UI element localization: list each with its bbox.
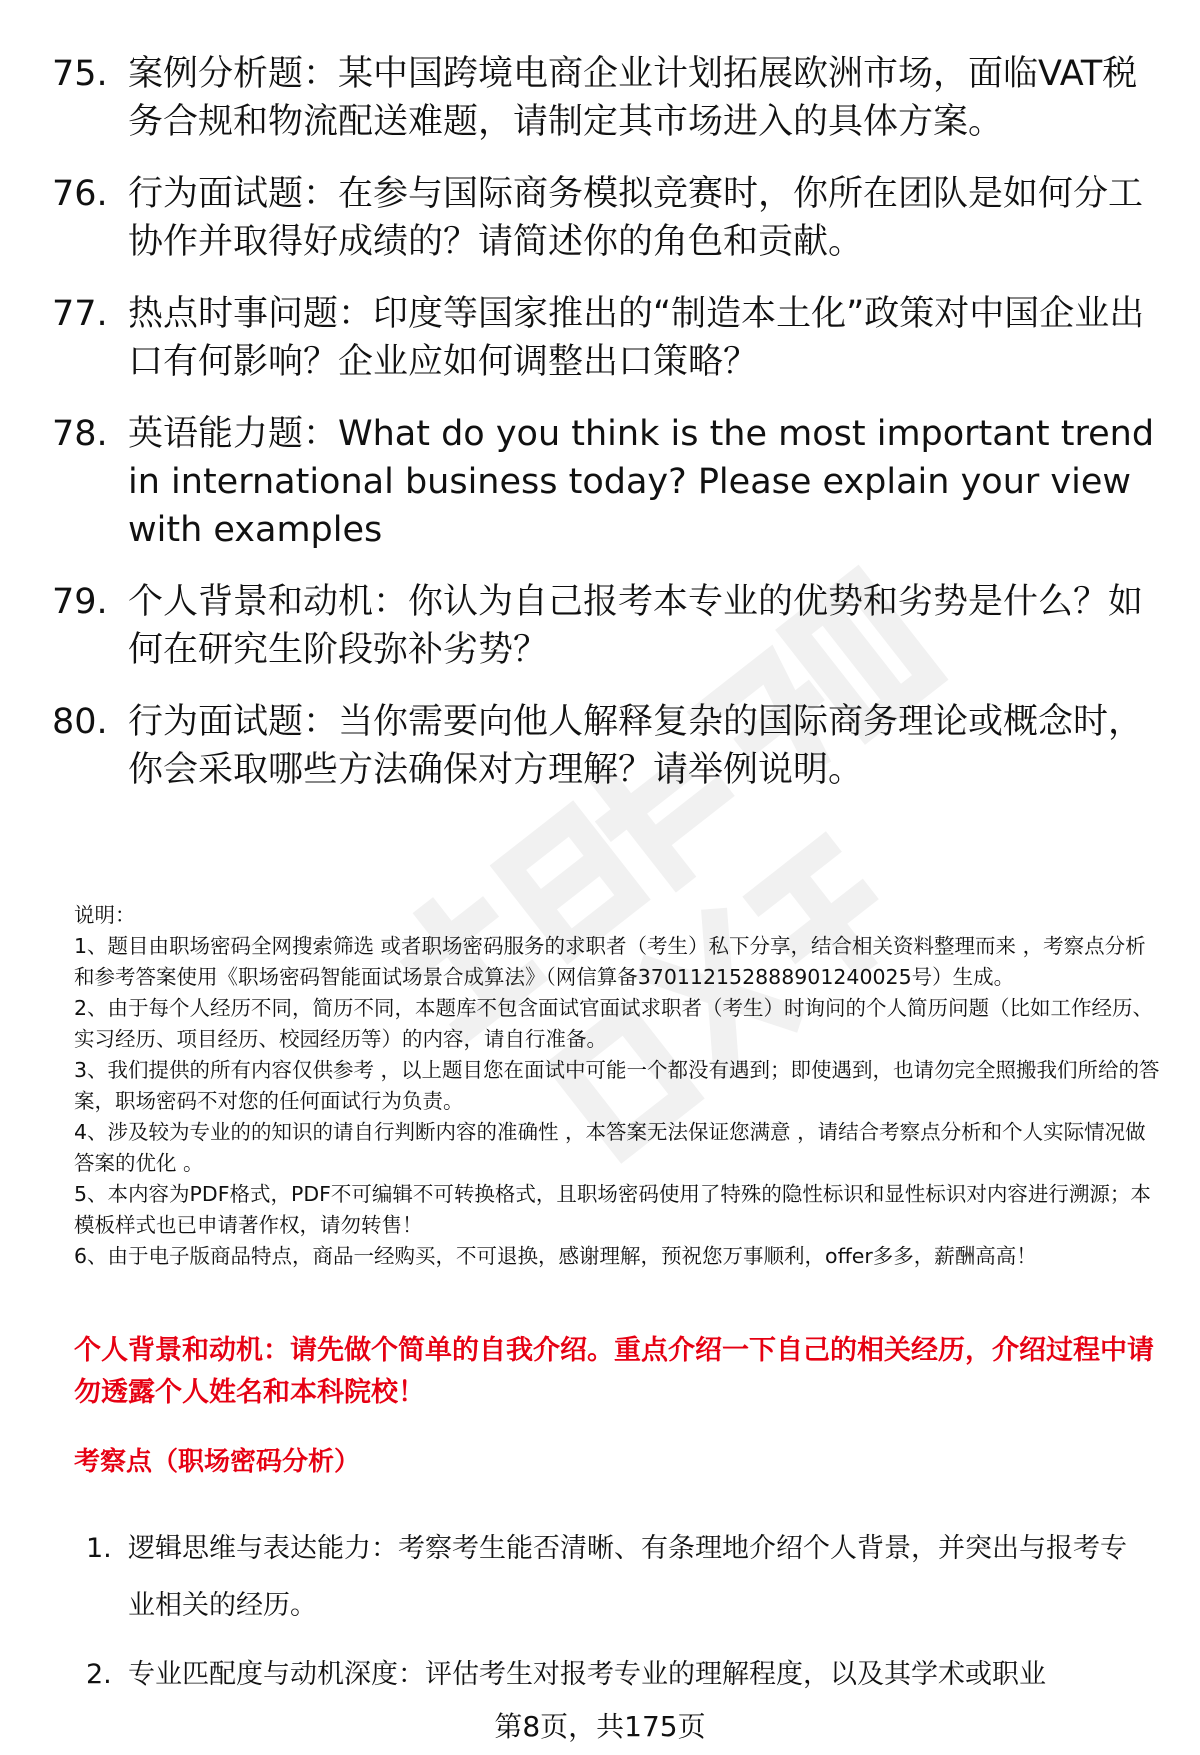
question-number: 75. (52, 54, 108, 94)
note-item: 4、涉及较为专业的的知识的请自行判断内容的准确性 ，本答案无法保证您满意 ，请结合考察点分析和个人实际情况做答案的优化 。 (74, 1120, 1146, 1175)
note-item: 5、本内容为PDF格式，PDF不可编辑不可转换格式，且职场密码使用了特殊的隐性标识和显性标识对内容进行溯源；本模板样式也已申请著作权，请勿转售！ (74, 1182, 1151, 1237)
focus-point-number: 2. (86, 1659, 112, 1690)
question-text: 行为面试题：当你需要向他人解释复杂的国际商务理论或概念时，你会采取哪些方法确保对方理解？请举例说明。 (128, 702, 1144, 790)
note-item: 3、我们提供的所有内容仅供参考 ，以上题目您在面试中可能一个都没有遇到；即使遇到，也请勿完全照搬我们所给的答案，职场密码不对您的任何面试行为负责。 (74, 1058, 1160, 1113)
focus-point-text: 逻辑思维与表达能力：考察考生能否清晰、有条理地介绍个人背景，并突出与报考专业相关的经历。 (128, 1533, 1127, 1621)
note-item: 6、由于电子版商品特点，商品一经购买，不可退换，感谢理解，预祝您万事顺利，offer多多，薪酬高高！ (74, 1244, 1037, 1268)
question-text: 行为面试题：在参与国际商务模拟竞赛时，你所在团队是如何分工协作并取得好成绩的？请简述你的角色和贡献。 (128, 174, 1144, 262)
question-item (0, 698, 1200, 794)
focus-point-text: 专业匹配度与动机深度：评估考生对报考专业的理解程度，以及其学术或职业 (128, 1659, 1046, 1690)
question-number: 80. (52, 702, 108, 742)
question-text: 热点时事问题：印度等国家推出的“制造本土化”政策对中国企业出口有何影响？企业应如何调整出口策略？ (128, 294, 1145, 382)
question-number: 79. (52, 582, 108, 622)
featured-question: 个人背景和动机：请先做个简单的自我介绍。重点介绍一下自己的相关经历，介绍过程中请勿透露个人姓名和本科院校！ (74, 1335, 1154, 1408)
focus-point-item (0, 1646, 1200, 1703)
page-footer: 第8页，共175页 (494, 1710, 706, 1743)
notes-title: 说明： (74, 903, 136, 927)
question-item (0, 170, 1200, 266)
note-item: 1、题目由职场密码全网搜索筛选 或者职场密码服务的求职者（考生）私下分享，结合相关资料整理而来 ，考察点分析和参考答案使用《职场密码智能面试场景合成算法》（网信算备370112152888901240025号）生成。 (74, 934, 1146, 989)
question-text: 英语能力题：What do you think is the most important trend in international business today? Please explain your view with examples (128, 414, 1155, 550)
question-item (0, 50, 1200, 146)
question-text: 案例分析题：某中国跨境电商企业计划拓展欧洲市场，面临VAT税务合规和物流配送难题，请制定其市场进入的具体方案。 (128, 54, 1138, 142)
focus-section-title: 考察点（职场密码分析） (74, 1447, 361, 1477)
question-number: 76. (52, 174, 108, 214)
question-number: 78. (52, 414, 108, 454)
focus-point-list (0, 1520, 1200, 1715)
disclaimer-notes (74, 900, 1164, 1272)
question-list (0, 50, 1200, 818)
focus-point-item (0, 1520, 1200, 1634)
note-item: 2、由于每个人经历不同，简历不同，本题库不包含面试官面试求职者（考生）时询问的个人简历问题（比如工作经历、实习经历、项目经历、校园经历等）的内容，请自行准备。 (74, 996, 1154, 1051)
question-item (0, 290, 1200, 386)
question-text: 个人背景和动机：你认为自己报考本专业的优势和劣势是什么？如何在研究生阶段弥补劣势？ (128, 582, 1144, 670)
question-item (0, 578, 1200, 674)
focus-point-number: 1. (86, 1533, 112, 1564)
question-number: 77. (52, 294, 108, 334)
question-item (0, 410, 1200, 554)
